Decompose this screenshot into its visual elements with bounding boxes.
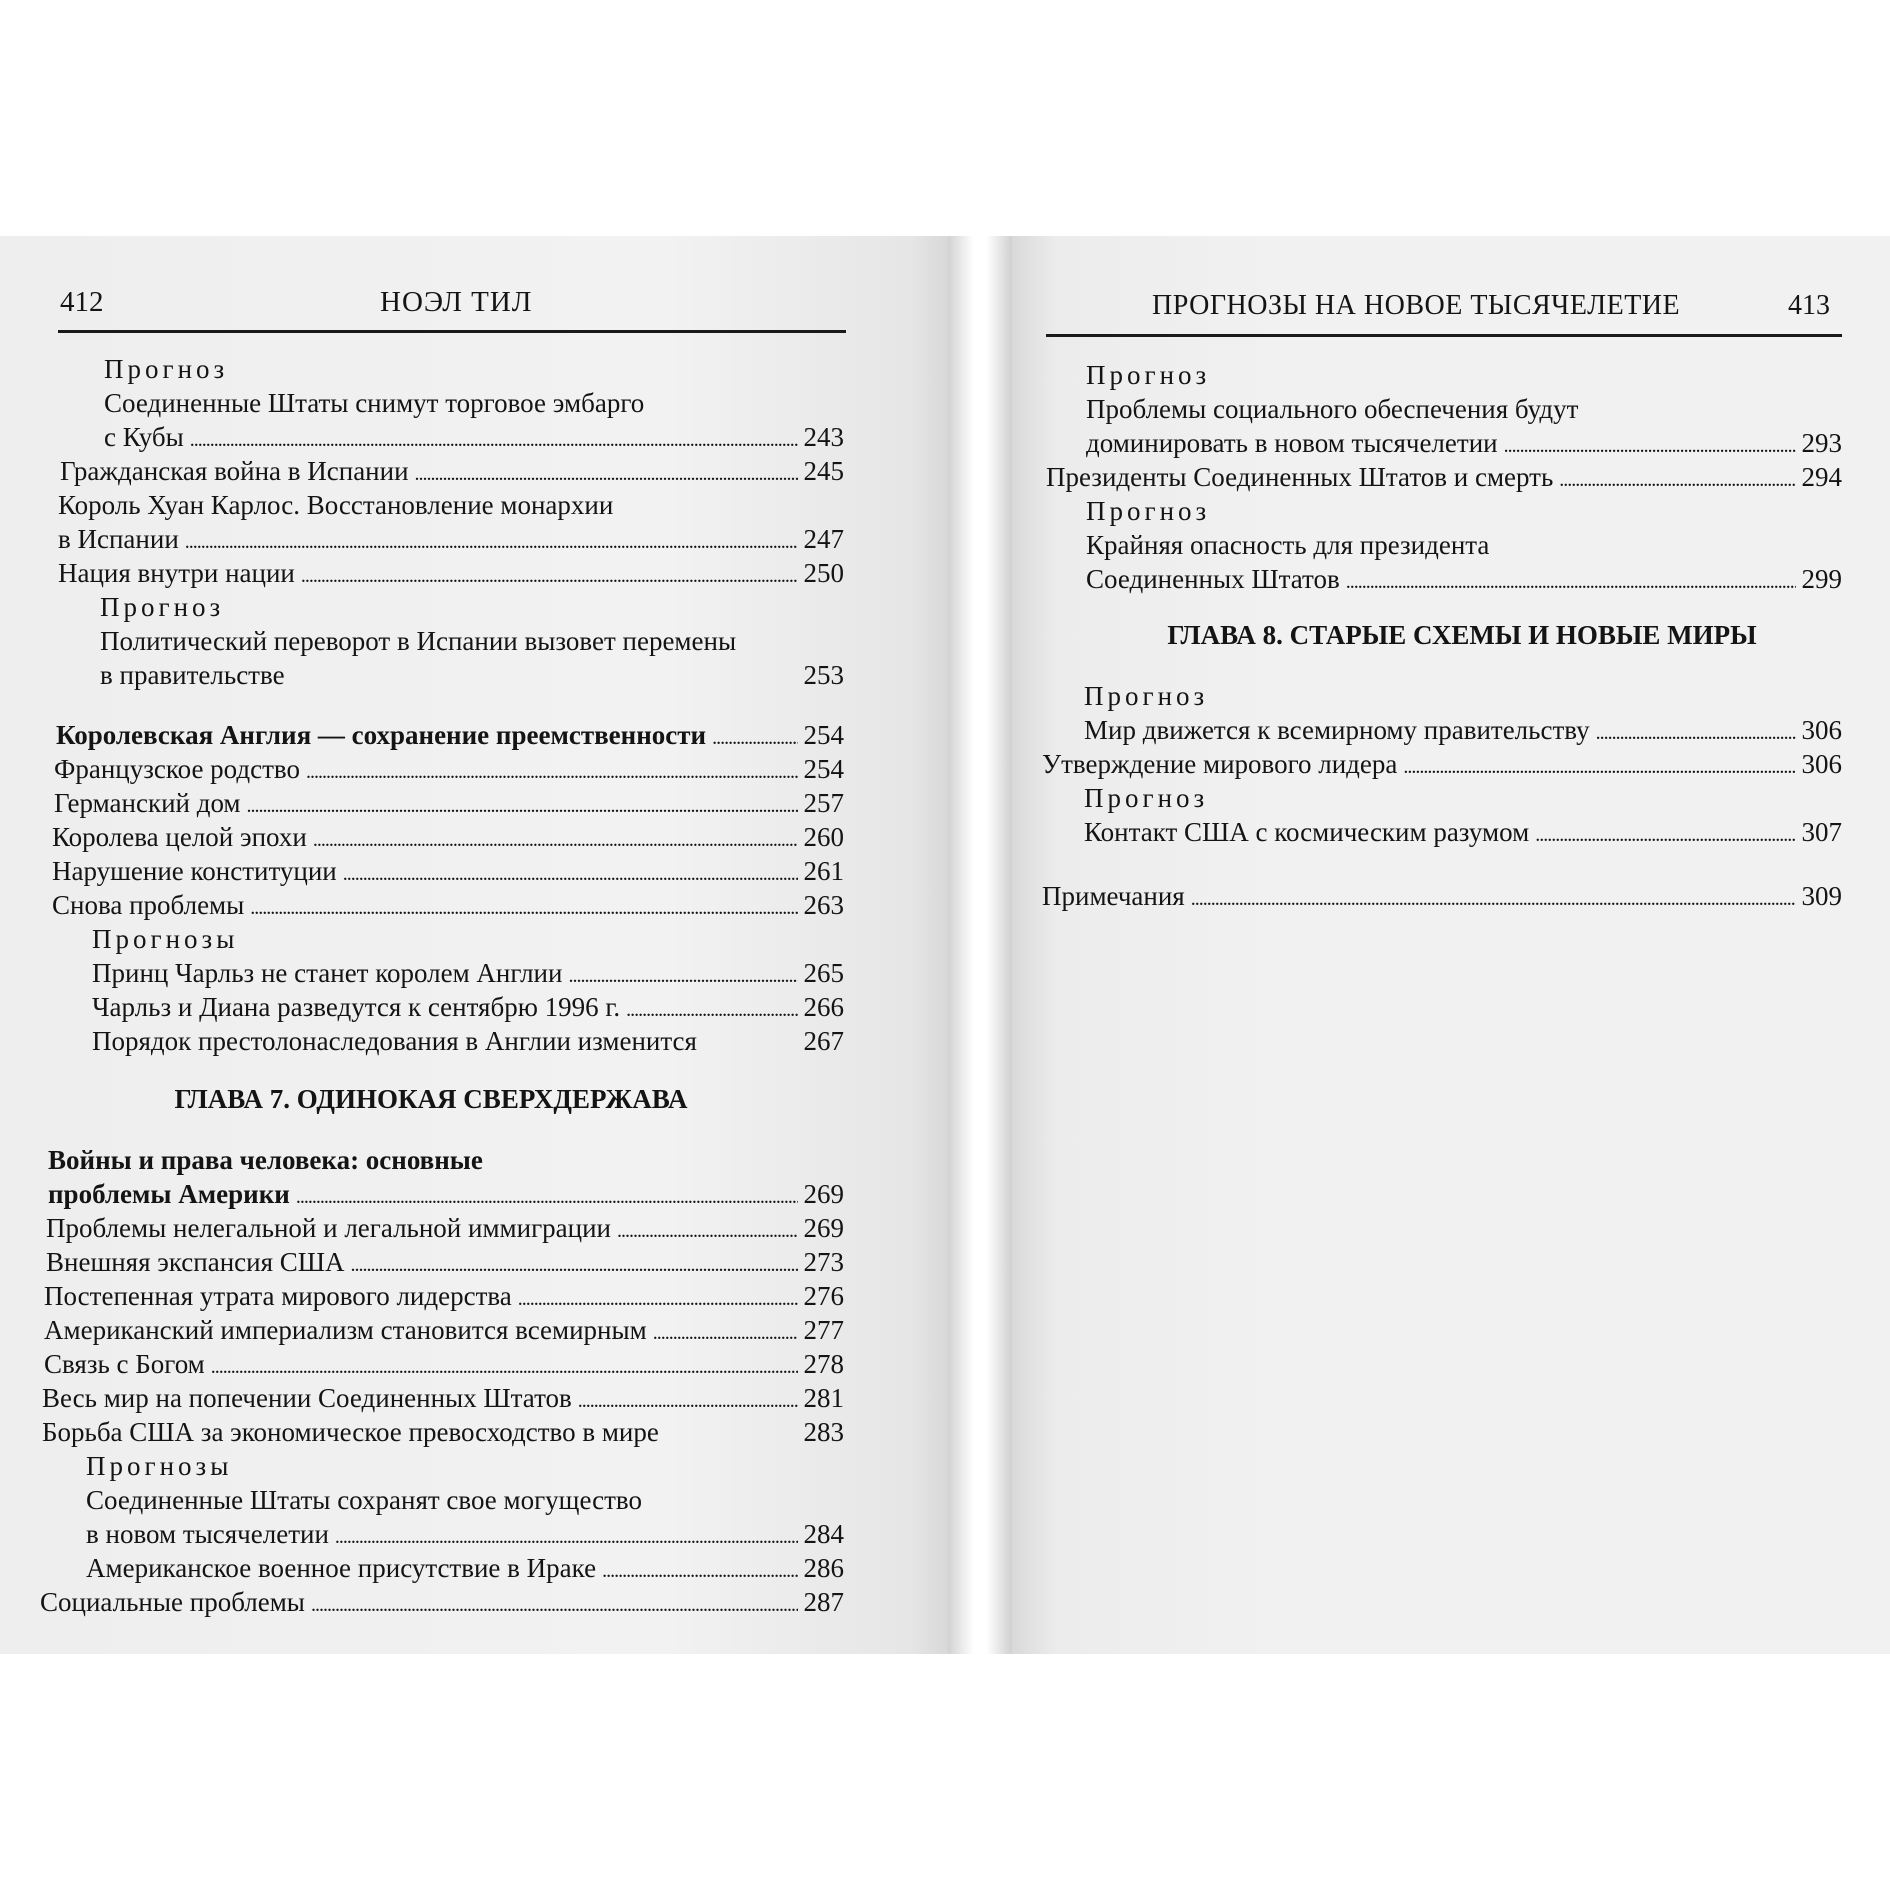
- forecast-block: [104, 354, 844, 453]
- leader-dots: [1403, 749, 1795, 780]
- toc-entry-text: Германский дом: [54, 788, 241, 818]
- toc-page-number: 261: [803, 856, 844, 886]
- toc-page-number: 276: [803, 1281, 844, 1311]
- right-running-head: ПРОГНОЗЫ НА НОВОЕ ТЫСЯЧЕЛЕТИЕ: [1152, 290, 1681, 321]
- leader-dots: [1535, 817, 1795, 848]
- toc-entry[interactable]: [52, 890, 844, 921]
- toc-page-number: 253: [803, 660, 844, 690]
- toc-entry[interactable]: [40, 1587, 844, 1618]
- toc-entry-text: Порядок престолонаследования в Англии изменится: [92, 1026, 697, 1056]
- toc-page-number: 293: [1801, 428, 1842, 458]
- toc-entry[interactable]: [46, 1247, 844, 1278]
- leader-dots: [343, 856, 798, 887]
- toc-entry-text: Проблемы социального обеспечения будут: [1086, 394, 1579, 424]
- leader-dots: [1191, 881, 1796, 912]
- toc-entry[interactable]: [42, 1417, 844, 1448]
- right-toc: [1042, 360, 1842, 915]
- toc-page-number: 266: [803, 992, 844, 1022]
- toc-entry: [58, 524, 844, 555]
- left-toc: [38, 354, 844, 1621]
- toc-entry-text: Нарушение конституции: [52, 856, 337, 886]
- toc-entry-text: в новом тысячелетии: [86, 1519, 329, 1549]
- leader-dots: [1504, 428, 1796, 459]
- toc-page-number: 263: [803, 890, 844, 920]
- toc-entry-text: Гражданская война в Испании: [60, 456, 409, 486]
- toc-entry[interactable]: [60, 456, 844, 487]
- leader-dots: [602, 1553, 797, 1584]
- toc-entry-multiline[interactable]: [48, 1145, 844, 1210]
- toc-section-title: Войны и права человека: основные: [48, 1145, 483, 1175]
- toc-entry-text: Соединенные Штаты снимут торговое эмбарго: [104, 388, 645, 418]
- toc-entry-text: Президенты Соединенных Штатов и смерть: [1046, 462, 1554, 492]
- toc-entry-text: Принц Чарльз не станет королем Англии: [92, 958, 563, 988]
- toc-entry[interactable]: [1042, 881, 1842, 912]
- leader-dots: [313, 822, 798, 853]
- toc-page-number: 245: [803, 456, 844, 486]
- toc-entry[interactable]: [86, 1553, 844, 1584]
- leader-dots: [190, 422, 798, 453]
- toc-entry[interactable]: [1042, 749, 1842, 780]
- leader-dots: [296, 1179, 798, 1210]
- toc-entry[interactable]: [100, 660, 844, 691]
- toc-page-number: 286: [803, 1553, 844, 1583]
- toc-entry-text: Контакт США с космическим разумом: [1084, 817, 1530, 847]
- toc-entry: [48, 1179, 844, 1210]
- leader-dots: [415, 456, 798, 487]
- left-head-rule: [58, 330, 846, 333]
- toc-entry-text: Внешняя экспансия США: [46, 1247, 345, 1277]
- toc-section-title: проблемы Америки: [48, 1179, 290, 1209]
- toc-page-number: 267: [803, 1026, 844, 1056]
- leader-dots: [247, 788, 798, 819]
- toc-page-number: 250: [803, 558, 844, 588]
- forecast-label: Прогноз: [100, 592, 225, 622]
- toc-entry[interactable]: [58, 558, 844, 589]
- toc-entry-text: Снова проблемы: [52, 890, 245, 920]
- toc-entry[interactable]: [92, 958, 844, 989]
- right-page: [1012, 236, 1890, 1654]
- forecast-block: [1086, 496, 1842, 595]
- leader-dots: [518, 1281, 798, 1312]
- right-page-number: 413: [1788, 290, 1830, 321]
- toc-entry[interactable]: [52, 856, 844, 887]
- leader-dots: [626, 992, 797, 1023]
- toc-page-number: 281: [803, 1383, 844, 1413]
- toc-entry[interactable]: [1046, 462, 1842, 493]
- leader-dots: [335, 1519, 798, 1550]
- forecast-label: Прогноз: [104, 354, 229, 384]
- toc-entry[interactable]: [86, 1519, 844, 1550]
- toc-page-number: 309: [1801, 881, 1842, 911]
- toc-entry-text: Весь мир на попечении Соединенных Штатов: [42, 1383, 572, 1413]
- toc-page-number: 254: [803, 754, 844, 784]
- leader-dots: [185, 524, 798, 555]
- forecast-label: Прогноз: [1086, 496, 1211, 526]
- toc-page-number: 269: [803, 1179, 844, 1209]
- leader-dots: [568, 958, 797, 989]
- toc-entry-text: Соединенные Штаты сохранят свое могущество: [86, 1485, 642, 1515]
- forecast-label: Прогнозы: [92, 924, 239, 954]
- toc-entry-text: Нация внутри нации: [58, 558, 295, 588]
- toc-page-number: 284: [803, 1519, 844, 1549]
- toc-entry-text: Американский империализм становится всемирным: [44, 1315, 647, 1345]
- toc-page-number: 307: [1801, 817, 1842, 847]
- toc-page-number: 306: [1801, 749, 1842, 779]
- toc-entry-text: Французское родство: [54, 754, 300, 784]
- toc-page-number: 294: [1801, 462, 1842, 492]
- toc-entry-text: Борьба США за экономическое превосходство в мире: [42, 1417, 659, 1447]
- toc-entry[interactable]: [44, 1281, 844, 1312]
- toc-page-number: 306: [1801, 715, 1842, 745]
- toc-entry[interactable]: [52, 822, 844, 853]
- book-gutter: [948, 236, 1012, 1654]
- toc-entry-text: Утверждение мирового лидера: [1042, 749, 1398, 779]
- forecast-label: Прогноз: [1084, 783, 1209, 813]
- toc-entry[interactable]: [42, 1383, 844, 1414]
- chapter-heading: ГЛАВА 7. ОДИНОКАЯ СВЕРХДЕРЖАВА: [174, 1084, 688, 1114]
- forecast-label: Прогноз: [1086, 360, 1211, 390]
- toc-entry-text: Королева целой эпохи: [52, 822, 307, 852]
- toc-entry-text: Социальные проблемы: [40, 1587, 305, 1617]
- toc-entry-text: Мир движется к всемирному правительству: [1084, 715, 1590, 745]
- toc-entry[interactable]: [1086, 428, 1842, 459]
- leader-dots: [712, 720, 797, 751]
- toc-page-number: 299: [1801, 564, 1842, 594]
- toc-entry-text: Постепенная утрата мирового лидерства: [44, 1281, 512, 1311]
- toc-page-number: 254: [803, 720, 844, 750]
- forecast-label: Прогнозы: [86, 1451, 233, 1481]
- toc-entry[interactable]: [1086, 564, 1842, 595]
- leader-dots: [653, 1315, 798, 1346]
- forecast-block: [1084, 681, 1842, 746]
- left-running-head: НОЭЛ ТИЛ: [380, 286, 533, 318]
- leader-dots: [1559, 462, 1795, 493]
- toc-entry-text: Американское военное присутствие в Ираке: [86, 1553, 597, 1583]
- forecast-block: [100, 592, 844, 691]
- toc-entry[interactable]: [56, 720, 844, 751]
- toc-entry-text: Соединенных Штатов: [1086, 564, 1340, 594]
- forecast-block: [1086, 360, 1842, 459]
- toc-entry-text: Примечания: [1042, 881, 1185, 911]
- toc-page-number: 283: [803, 1417, 844, 1447]
- toc-page-number: 243: [803, 422, 844, 452]
- leader-dots: [351, 1247, 798, 1278]
- forecast-block: [86, 1451, 844, 1584]
- toc-page-number: 265: [803, 958, 844, 988]
- leader-dots: [1346, 564, 1796, 595]
- toc-section-title: Королевская Англия — сохранение преемственности: [56, 720, 707, 750]
- right-head-rule: [1046, 334, 1842, 337]
- leader-dots: [211, 1349, 798, 1380]
- toc-page-number: 278: [803, 1349, 844, 1379]
- toc-entry[interactable]: [54, 754, 844, 785]
- toc-entry[interactable]: [1084, 715, 1842, 746]
- toc-page-number: 287: [803, 1587, 844, 1617]
- forecast-block: [92, 924, 844, 1057]
- toc-entry-text: в правительстве: [100, 660, 285, 690]
- leader-dots: [578, 1383, 798, 1414]
- toc-entry-text: Крайняя опасность для президента: [1086, 530, 1490, 560]
- toc-entry[interactable]: [44, 1349, 844, 1380]
- leader-dots: [301, 558, 798, 589]
- toc-page-number: 269: [803, 1213, 844, 1243]
- toc-entry-text: в Испании: [58, 524, 179, 554]
- toc-entry-text: Чарльз и Диана разведутся к сентябрю 1996 г.: [92, 992, 621, 1022]
- leader-dots: [1596, 715, 1796, 746]
- toc-entry-text: с Кубы: [104, 422, 184, 452]
- toc-page-number: 260: [803, 822, 844, 852]
- toc-entry[interactable]: [92, 1026, 844, 1057]
- toc-page-number: 277: [803, 1315, 844, 1345]
- toc-entry-multiline[interactable]: [58, 490, 844, 555]
- toc-entry[interactable]: [46, 1213, 844, 1244]
- toc-entry-text: доминировать в новом тысячелетии: [1086, 428, 1498, 458]
- toc-entry-text: Связь с Богом: [44, 1349, 205, 1379]
- toc-page-number: 247: [803, 524, 844, 554]
- toc-entry[interactable]: [92, 992, 844, 1023]
- toc-page-number: 273: [803, 1247, 844, 1277]
- toc-page-number: 257: [803, 788, 844, 818]
- toc-entry-text: Король Хуан Карлос. Восстановление монархии: [58, 490, 614, 520]
- toc-entry[interactable]: [54, 788, 844, 819]
- chapter-heading: ГЛАВА 8. СТАРЫЕ СХЕМЫ И НОВЫЕ МИРЫ: [1167, 620, 1757, 650]
- leader-dots: [311, 1587, 798, 1618]
- forecast-label: Прогноз: [1084, 681, 1209, 711]
- forecast-block: [1084, 783, 1842, 848]
- leader-dots: [306, 754, 798, 785]
- toc-entry[interactable]: [44, 1315, 844, 1346]
- toc-entry[interactable]: [1084, 817, 1842, 848]
- left-page: [0, 236, 948, 1654]
- left-page-number: 412: [60, 286, 104, 318]
- toc-entry-text: Проблемы нелегальной и легальной иммиграции: [46, 1213, 611, 1243]
- toc-entry[interactable]: [104, 422, 844, 453]
- leader-dots: [250, 890, 797, 921]
- toc-entry-text: Политический переворот в Испании вызовет перемены: [100, 626, 737, 656]
- leader-dots: [617, 1213, 798, 1244]
